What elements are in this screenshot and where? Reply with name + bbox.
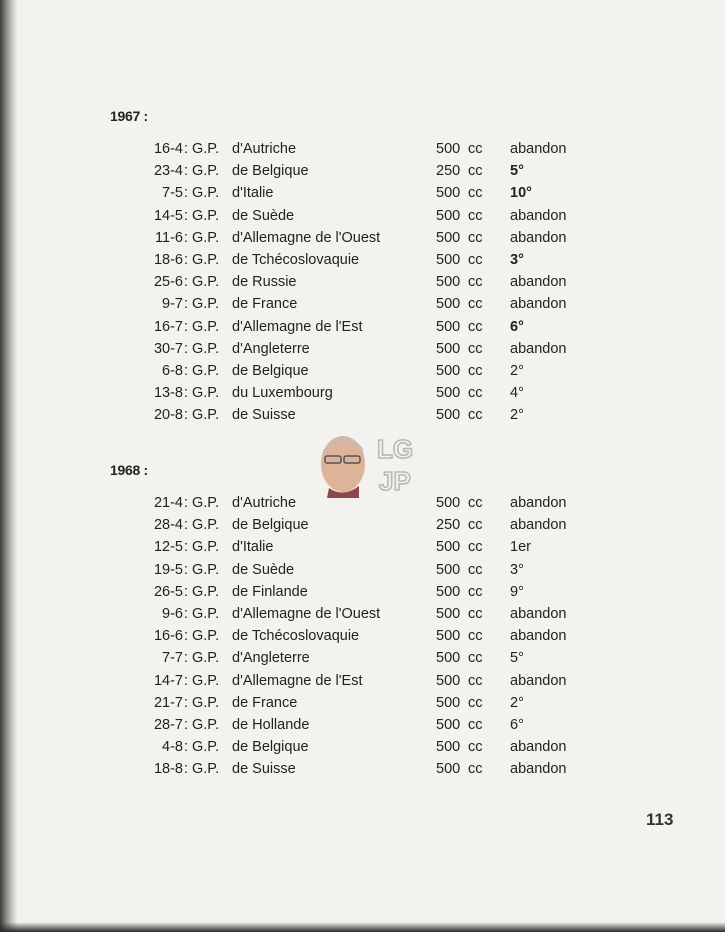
race-date: 19-5 xyxy=(153,561,183,578)
race-date: 30-7 xyxy=(153,340,183,357)
race-cc-unit: cc xyxy=(468,561,483,578)
race-result: abandon xyxy=(510,628,567,645)
race-date: 16-4 xyxy=(153,141,183,157)
race-result: abandon xyxy=(510,761,567,778)
race-date: 9-6 xyxy=(162,605,183,622)
race-cc-unit: cc xyxy=(468,650,483,667)
race-date: 16-7 xyxy=(153,318,183,335)
race-gp-prefix: G.P. xyxy=(192,539,220,556)
race-date: 7-5 xyxy=(162,185,183,202)
race-cc: 500 xyxy=(436,207,461,224)
race-cc: 500 xyxy=(436,495,461,511)
race-cc: 500 xyxy=(436,672,461,689)
race-cc-unit: cc xyxy=(468,605,483,622)
page-number: 113 xyxy=(646,810,674,829)
race-cc-unit: cc xyxy=(468,229,483,246)
race-date: 21-4 xyxy=(153,495,183,511)
race-date: 16-6 xyxy=(153,628,183,645)
race-cc: 500 xyxy=(436,362,461,379)
race-cc: 500 xyxy=(436,407,461,424)
race-row xyxy=(0,338,725,360)
race-cc: 500 xyxy=(436,141,461,157)
race-cc: 500 xyxy=(436,694,461,711)
race-gp-prefix: G.P. xyxy=(192,716,220,733)
date-colon: : xyxy=(184,229,189,246)
date-colon: : xyxy=(184,207,189,224)
race-result: 1er xyxy=(510,539,531,556)
race-gp-prefix: G.P. xyxy=(192,739,220,756)
race-name: de Finlande xyxy=(232,583,308,600)
race-cc: 500 xyxy=(436,583,461,600)
race-cc-unit: cc xyxy=(468,672,483,689)
race-date: 21-7 xyxy=(153,694,183,711)
race-name: de Suède xyxy=(232,207,295,224)
date-colon: : xyxy=(184,672,189,689)
svg-text:LG: LG xyxy=(377,434,414,464)
year-heading-1967: 1967 : xyxy=(110,108,148,124)
race-cc: 500 xyxy=(436,539,461,556)
race-row xyxy=(0,736,725,758)
race-cc-unit: cc xyxy=(468,207,483,224)
race-cc-unit: cc xyxy=(468,141,483,157)
race-cc-unit: cc xyxy=(468,739,483,756)
race-cc: 500 xyxy=(436,605,461,622)
race-date: 12-5 xyxy=(153,539,183,556)
race-cc-unit: cc xyxy=(468,296,483,313)
race-name: d'Allemagne de l'Est xyxy=(232,318,363,335)
race-date: 26-5 xyxy=(153,583,183,600)
race-gp-prefix: G.P. xyxy=(192,605,220,622)
race-result: 2° xyxy=(510,362,524,379)
race-result: abandon xyxy=(510,274,567,291)
date-colon: : xyxy=(184,185,189,202)
race-cc-unit: cc xyxy=(468,340,483,357)
race-date: 18-6 xyxy=(153,251,183,268)
race-result: 3° xyxy=(510,251,524,268)
race-row xyxy=(0,647,725,669)
race-row xyxy=(0,249,725,271)
date-colon: : xyxy=(184,296,189,313)
race-cc: 500 xyxy=(436,251,461,268)
date-colon: : xyxy=(184,385,189,402)
race-row xyxy=(0,670,725,692)
race-row xyxy=(0,138,725,160)
race-result: abandon xyxy=(510,340,567,357)
race-gp-prefix: G.P. xyxy=(192,141,220,157)
race-cc-unit: cc xyxy=(468,517,483,534)
race-name: de Belgique xyxy=(232,517,309,534)
date-colon: : xyxy=(184,583,189,600)
race-gp-prefix: G.P. xyxy=(192,362,220,379)
date-colon: : xyxy=(184,561,189,578)
race-date: 14-7 xyxy=(153,672,183,689)
race-gp-prefix: G.P. xyxy=(192,672,220,689)
race-name: de Belgique xyxy=(232,163,309,180)
date-colon: : xyxy=(184,694,189,711)
race-date: 11-6 xyxy=(155,229,183,246)
race-cc: 500 xyxy=(436,761,461,778)
race-row xyxy=(0,227,725,249)
date-colon: : xyxy=(184,407,189,424)
race-gp-prefix: G.P. xyxy=(192,340,220,357)
race-cc-unit: cc xyxy=(468,407,483,424)
date-colon: : xyxy=(184,650,189,667)
race-name: de Belgique xyxy=(232,362,309,379)
race-name: de Belgique xyxy=(232,739,309,756)
race-cc-unit: cc xyxy=(468,694,483,711)
race-result: abandon xyxy=(510,605,567,622)
race-name: du Luxembourg xyxy=(232,385,333,402)
race-gp-prefix: G.P. xyxy=(192,207,220,224)
race-result: abandon xyxy=(510,229,567,246)
race-gp-prefix: G.P. xyxy=(192,385,220,402)
date-colon: : xyxy=(184,628,189,645)
race-result: abandon xyxy=(510,495,567,511)
race-result: abandon xyxy=(510,207,567,224)
race-row xyxy=(0,182,725,204)
date-colon: : xyxy=(184,761,189,778)
race-name: de France xyxy=(232,694,298,711)
race-cc-unit: cc xyxy=(468,628,483,645)
race-result: abandon xyxy=(510,739,567,756)
race-name: de Tchécoslovaquie xyxy=(232,628,360,645)
race-name: de Tchécoslovaquie xyxy=(232,251,360,268)
race-date: 20-8 xyxy=(153,407,183,424)
race-gp-prefix: G.P. xyxy=(192,495,220,511)
date-colon: : xyxy=(184,340,189,357)
race-cc-unit: cc xyxy=(468,251,483,268)
race-list-1968 xyxy=(0,492,725,780)
race-row xyxy=(0,205,725,227)
date-colon: : xyxy=(184,716,189,733)
race-cc-unit: cc xyxy=(468,362,483,379)
race-result: 6° xyxy=(510,716,524,733)
race-cc: 500 xyxy=(436,385,461,402)
race-cc: 500 xyxy=(436,296,461,313)
race-row xyxy=(0,514,725,536)
race-date: 14-5 xyxy=(153,207,183,224)
race-date: 13-8 xyxy=(153,385,183,402)
race-result: 10° xyxy=(510,185,532,202)
race-name: de Russie xyxy=(232,274,297,291)
race-date: 6-8 xyxy=(162,362,183,379)
race-gp-prefix: G.P. xyxy=(192,583,220,600)
race-row xyxy=(0,581,725,603)
date-colon: : xyxy=(184,318,189,335)
race-gp-prefix: G.P. xyxy=(192,407,220,424)
race-cc-unit: cc xyxy=(468,274,483,291)
date-colon: : xyxy=(184,739,189,756)
race-gp-prefix: G.P. xyxy=(192,761,220,778)
race-name: de Suède xyxy=(232,561,295,578)
race-name: d'Autriche xyxy=(232,141,297,157)
race-gp-prefix: G.P. xyxy=(192,274,220,291)
race-cc-unit: cc xyxy=(468,539,483,556)
race-name: de France xyxy=(232,296,298,313)
race-row xyxy=(0,625,725,647)
race-cc: 250 xyxy=(436,517,461,534)
race-cc-unit: cc xyxy=(468,385,483,402)
race-name: de Hollande xyxy=(232,716,310,733)
date-colon: : xyxy=(184,362,189,379)
race-result: 2° xyxy=(510,407,524,424)
race-cc-unit: cc xyxy=(468,583,483,600)
race-gp-prefix: G.P. xyxy=(192,517,220,534)
race-gp-prefix: G.P. xyxy=(192,628,220,645)
race-cc-unit: cc xyxy=(468,163,483,180)
race-date: 28-7 xyxy=(153,716,183,733)
race-result: abandon xyxy=(510,296,567,313)
race-cc: 500 xyxy=(436,318,461,335)
race-row xyxy=(0,559,725,581)
race-date: 23-4 xyxy=(153,163,183,180)
race-cc: 500 xyxy=(436,185,461,202)
race-row xyxy=(0,293,725,315)
race-name: d'Autriche xyxy=(232,495,297,511)
race-row xyxy=(0,758,725,780)
date-colon: : xyxy=(184,605,189,622)
race-cc-unit: cc xyxy=(468,716,483,733)
race-gp-prefix: G.P. xyxy=(192,163,220,180)
race-row xyxy=(0,536,725,558)
race-row xyxy=(0,271,725,293)
race-name: d'Allemagne de l'Ouest xyxy=(232,229,381,246)
race-result: 5° xyxy=(510,650,524,667)
race-gp-prefix: G.P. xyxy=(192,296,220,313)
race-result: 9° xyxy=(510,583,524,600)
race-name: d'Angleterre xyxy=(232,340,310,357)
race-row xyxy=(0,160,725,182)
race-cc: 500 xyxy=(436,628,461,645)
race-gp-prefix: G.P. xyxy=(192,251,220,268)
race-date: 7-7 xyxy=(162,650,183,667)
race-cc: 500 xyxy=(436,340,461,357)
race-gp-prefix: G.P. xyxy=(192,229,220,246)
race-result: 5° xyxy=(510,163,524,180)
race-date: 4-8 xyxy=(162,739,183,756)
race-row xyxy=(0,316,725,338)
race-row xyxy=(0,404,725,426)
race-name: d'Italie xyxy=(232,539,274,556)
race-row xyxy=(0,692,725,714)
race-cc-unit: cc xyxy=(468,495,483,511)
race-result: 6° xyxy=(510,318,524,335)
date-colon: : xyxy=(184,141,189,157)
race-cc: 500 xyxy=(436,716,461,733)
race-result: abandon xyxy=(510,517,567,534)
race-gp-prefix: G.P. xyxy=(192,694,220,711)
race-name: d'Allemagne de l'Ouest xyxy=(232,605,381,622)
race-date: 28-4 xyxy=(153,517,183,534)
race-result: 3° xyxy=(510,561,524,578)
lgjp-watermark-logo xyxy=(315,428,415,498)
race-row xyxy=(0,714,725,736)
race-cc: 500 xyxy=(436,739,461,756)
race-date: 9-7 xyxy=(162,296,183,313)
date-colon: : xyxy=(184,517,189,534)
race-gp-prefix: G.P. xyxy=(192,561,220,578)
date-colon: : xyxy=(184,251,189,268)
page-bottom-shadow xyxy=(0,922,725,932)
race-row xyxy=(0,382,725,404)
race-gp-prefix: G.P. xyxy=(192,318,220,335)
race-gp-prefix: G.P. xyxy=(192,650,220,667)
race-result: 2° xyxy=(510,694,524,711)
race-row xyxy=(0,603,725,625)
race-result: abandon xyxy=(510,672,567,689)
race-gp-prefix: G.P. xyxy=(192,185,220,202)
race-date: 25-6 xyxy=(153,274,183,291)
date-colon: : xyxy=(184,274,189,291)
race-row xyxy=(0,360,725,382)
race-result: abandon xyxy=(510,141,567,157)
race-name: d'Allemagne de l'Est xyxy=(232,672,363,689)
race-result: 4° xyxy=(510,385,524,402)
race-cc-unit: cc xyxy=(468,761,483,778)
race-cc-unit: cc xyxy=(468,185,483,202)
race-name: d'Angleterre xyxy=(232,650,310,667)
race-cc: 500 xyxy=(436,650,461,667)
race-cc: 500 xyxy=(436,561,461,578)
date-colon: : xyxy=(184,495,189,511)
race-list-1967 xyxy=(0,138,725,426)
race-cc: 500 xyxy=(436,274,461,291)
year-heading-1968: 1968 : xyxy=(110,462,148,478)
race-name: de Suisse xyxy=(232,407,296,424)
race-cc: 250 xyxy=(436,163,461,180)
race-name: d'Italie xyxy=(232,185,274,202)
race-cc-unit: cc xyxy=(468,318,483,335)
race-name: de Suisse xyxy=(232,761,296,778)
date-colon: : xyxy=(184,539,189,556)
race-cc: 500 xyxy=(436,229,461,246)
svg-text:JP: JP xyxy=(379,466,411,496)
race-date: 18-8 xyxy=(153,761,183,778)
date-colon: : xyxy=(184,163,189,180)
